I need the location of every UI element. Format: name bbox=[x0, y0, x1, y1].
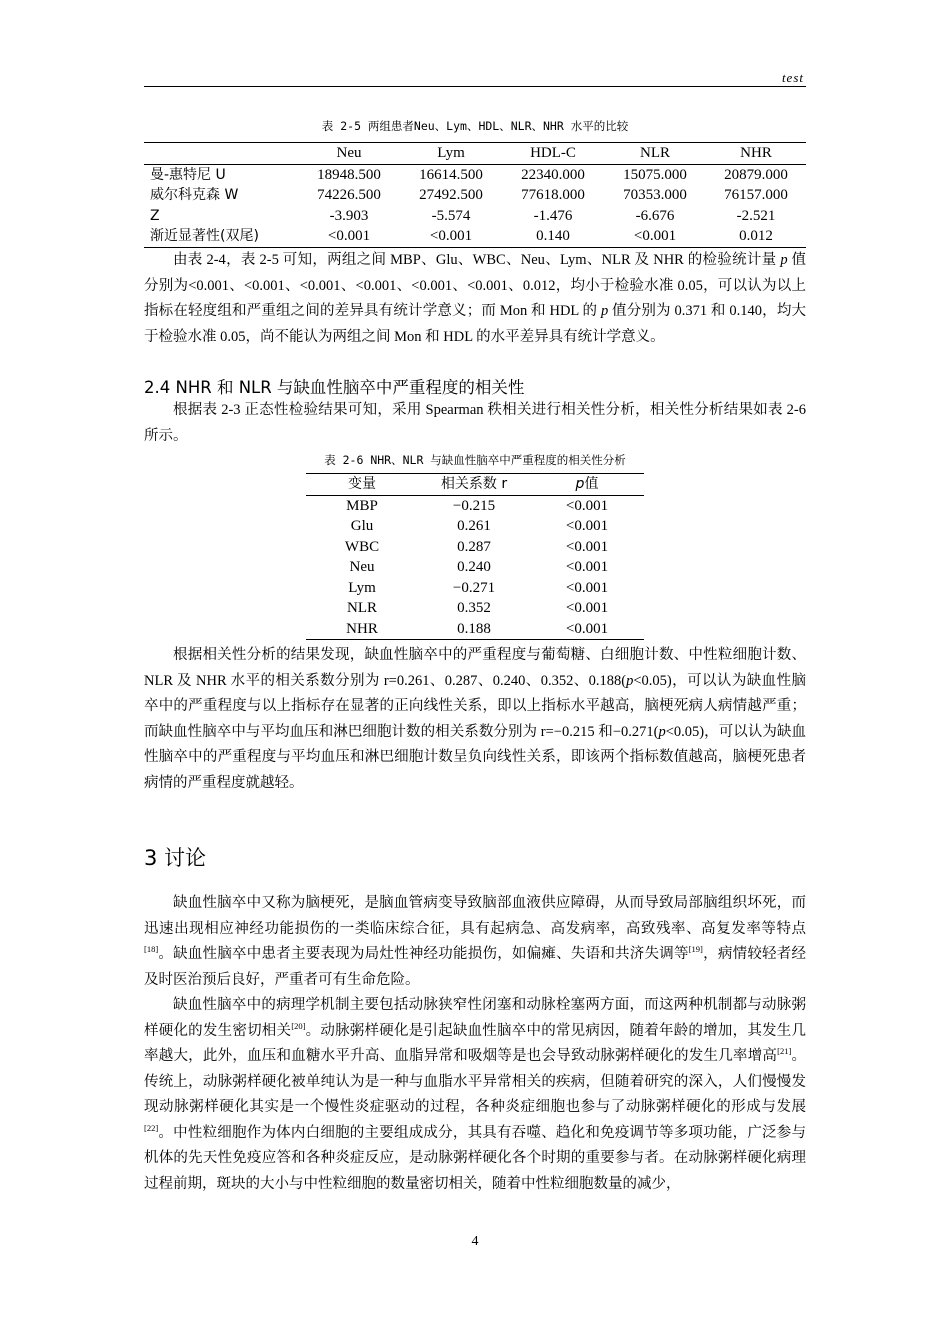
italic-p: p bbox=[780, 252, 788, 268]
table-cell: 16614.500 bbox=[419, 166, 483, 183]
table-cell: MBP bbox=[346, 497, 378, 514]
italic-p: p bbox=[575, 476, 585, 493]
table-row bbox=[306, 495, 644, 516]
table-2-6 bbox=[306, 473, 644, 640]
table-header-cell bbox=[530, 474, 644, 496]
text-run: <0.05)，可以认为缺血性脑卒中的严重程度与平均血压和淋巴细胞计数呈负向线性关系，即该两个指标数值越高，脑梗死患者病情的严重程度就越轻。 bbox=[144, 723, 806, 791]
table-2-5-caption: 表 2-5 两组患者Neu、Lym、HDL、NLR、NHR 水平的比较 bbox=[321, 119, 629, 133]
citation-ref: [19] bbox=[688, 944, 703, 955]
table-header-cell: 相关系数 r bbox=[418, 474, 530, 496]
table-cell: 74226.500 bbox=[317, 187, 381, 204]
table-cell: 18948.500 bbox=[317, 166, 381, 183]
citation-ref: [22] bbox=[144, 1122, 159, 1133]
table-cell: -5.574 bbox=[431, 207, 471, 224]
text-run: 。中性粒细胞作为体内白细胞的主要组成成分，其具有吞噬、趋化和免疫调节等多项功能，广泛参与机体的先天性免疫应答和各种炎症反应，是动脉粥样硬化各个时期的重要参与者。在动脉粥样硬化病理过程前期，斑块的大小与中性粒细胞的数量密切相关，随着中性粒细胞数量的减少， bbox=[144, 1124, 806, 1192]
table-cell: 0.287 bbox=[457, 538, 491, 555]
table-cell: −0.215 bbox=[452, 497, 496, 514]
table-2-5 bbox=[144, 142, 806, 248]
header-rule bbox=[144, 86, 806, 87]
citation-ref: [21] bbox=[777, 1046, 792, 1057]
table-cell: Glu bbox=[350, 518, 374, 535]
row-label: 威尔科克森 W bbox=[150, 187, 239, 204]
citation-ref: [18] bbox=[144, 944, 159, 955]
table-row bbox=[144, 185, 806, 206]
row-label: 渐近显著性(双尾) bbox=[150, 228, 259, 245]
table-header-cell bbox=[144, 143, 298, 165]
table-cell: 0.188 bbox=[457, 620, 491, 637]
results-paragraph-2 bbox=[144, 398, 806, 449]
results-paragraph-3 bbox=[144, 643, 806, 796]
section-heading-2-4: 2.4 NHR 和 NLR 与缺血性脑卒中严重程度的相关性 bbox=[144, 378, 525, 397]
table-cell: <0.001 bbox=[565, 559, 609, 576]
table-header-cell: 变量 bbox=[306, 474, 418, 496]
table-header-cell: Neu bbox=[298, 143, 400, 165]
text-run: 值分别为 0.371 和 0.140，均大于检验水准 0.05，尚不能认为两组之间 Mon 和 HDL 的水平差异具有统计学意义。 bbox=[144, 303, 806, 345]
table-row bbox=[144, 206, 806, 227]
table-row bbox=[306, 516, 644, 537]
table-cell: <0.001 bbox=[633, 228, 677, 245]
italic-p: p bbox=[600, 303, 609, 319]
table-cell: 76157.000 bbox=[724, 187, 788, 204]
section-heading-3: 3 讨论 bbox=[144, 846, 207, 870]
table-cell: NLR bbox=[347, 600, 377, 617]
results-paragraph-1 bbox=[144, 248, 806, 350]
text-run: 值 bbox=[584, 476, 599, 493]
table-cell: 27492.500 bbox=[419, 187, 483, 204]
text-run: 根据相关性分析的结果发现，缺血性脑卒中的严重程度与葡萄糖、白细胞计数、中性粒细胞计数、NLR 及 NHR 水平的相关系数分别为 r=0.261、0.287、0.240、0.352、0.188( bbox=[144, 647, 806, 689]
text-run: <0.05)，可以认为缺血性脑卒中的严重程度与以上指标存在显著的正向线性关系，即以上指标水平越高，脑梗死病人病情越严重；而缺血性脑卒中与平均血压和淋巴细胞计数的相关系数分别为 r=−0.215 和−0.271( bbox=[144, 672, 806, 740]
table-cell: 0.140 bbox=[536, 228, 570, 245]
table-header-cell: NLR bbox=[604, 143, 706, 165]
table-cell: 70353.000 bbox=[623, 187, 687, 204]
text-run: 。动脉粥样硬化是引起缺血性脑卒中的常见病因，随着年龄的增加，其发生几率越大，此外，血压和血糖水平升高、血脂异常和吸烟等是也会导致动脉粥样硬化的发生几率增高 bbox=[144, 1022, 806, 1064]
row-label: Z bbox=[150, 207, 160, 224]
table-cell: <0.001 bbox=[565, 497, 609, 514]
table-cell: 0.012 bbox=[739, 228, 773, 245]
italic-p: p bbox=[626, 672, 634, 689]
table-row bbox=[306, 578, 644, 599]
text-run: 。传统上，动脉粥样硬化被单纯认为是一种与血脂水平异常相关的疾病，但随着研究的深入，人们慢慢发现动脉粥样硬化其实是一个慢性炎症驱动的过程，各种炎症细胞也参与了动脉粥样硬化的形成与发展 bbox=[144, 1048, 807, 1115]
table-2-6-caption: 表 2-6 NHR、NLR 与缺血性脑卒中严重程度的相关性分析 bbox=[324, 453, 626, 467]
table-cell: 0.352 bbox=[457, 600, 491, 617]
table-cell: <0.001 bbox=[565, 579, 609, 596]
table-cell: WBC bbox=[344, 538, 380, 555]
running-header: test bbox=[781, 70, 804, 85]
table-cell: Neu bbox=[349, 559, 375, 576]
page-number: 4 bbox=[471, 1234, 479, 1249]
table-cell: 77618.000 bbox=[521, 187, 585, 204]
row-label: 曼-惠特尼 U bbox=[150, 166, 226, 183]
text-run: 由表 2-4，表 2-5 可知，两组之间 MBP、Glu、WBC、Neu、Lym、NLR 及 NHR 的检验统计量 bbox=[173, 252, 781, 268]
text-run: 缺血性脑卒中的病理学机制主要包括动脉狭窄性闭塞和动脉栓塞两方面，而这两种机制都与动脉粥样硬化的发生密切相关 bbox=[144, 997, 806, 1039]
table-row bbox=[306, 598, 644, 619]
table-cell: <0.001 bbox=[565, 600, 609, 617]
table-cell: Lym bbox=[348, 579, 376, 596]
table-row bbox=[144, 226, 806, 247]
table-cell: −0.271 bbox=[452, 579, 496, 596]
table-cell: <0.001 bbox=[429, 228, 473, 245]
table-cell: -2.521 bbox=[736, 207, 776, 224]
text-run: 。缺血性脑卒中患者主要表现为局灶性神经功能损伤，如偏瘫、失语和共济失调等 bbox=[158, 946, 689, 962]
text-run: 根据表 2-3 正态性检验结果可知，采用 Spearman 秩相关进行相关性分析，相关性分析结果如表 2-6 所示。 bbox=[144, 402, 806, 444]
table-cell: NHR bbox=[346, 620, 378, 637]
table-cell: 0.240 bbox=[457, 559, 491, 576]
italic-p: p bbox=[658, 723, 666, 740]
table-cell: 0.261 bbox=[457, 518, 491, 535]
table-row bbox=[306, 537, 644, 558]
table-header-cell: HDL-C bbox=[502, 143, 604, 165]
table-header-cell: Lym bbox=[400, 143, 502, 165]
table-cell: 20879.000 bbox=[724, 166, 788, 183]
table-cell: -6.676 bbox=[635, 207, 675, 224]
table-cell: -1.476 bbox=[533, 207, 573, 224]
table-cell: <0.001 bbox=[565, 538, 609, 555]
text-run: ，病情较轻者经及时医治预后良好，严重者可有生命危险。 bbox=[144, 946, 807, 988]
table-cell: 15075.000 bbox=[623, 166, 687, 183]
table-cell: <0.001 bbox=[327, 228, 371, 245]
discussion-paragraph-1 bbox=[144, 891, 806, 993]
table-cell: <0.001 bbox=[565, 518, 609, 535]
table-cell: 22340.000 bbox=[521, 166, 585, 183]
table-header-row bbox=[144, 143, 806, 165]
table-cell: -3.903 bbox=[329, 207, 369, 224]
table-header-cell: NHR bbox=[706, 143, 806, 165]
table-row bbox=[144, 164, 806, 185]
table-header-row bbox=[306, 474, 644, 496]
discussion-paragraph-2 bbox=[144, 993, 806, 1197]
text-run: 值分别为<0.001、<0.001、<0.001、<0.001、<0.001、<0.001、0.012，均小于检验水准 0.05，可以认为以上指标在轻度组和严重组之间的差异具有统计学意义；而 Mon 和 HDL 的 bbox=[144, 252, 807, 319]
table-row bbox=[306, 619, 644, 640]
text-run: 缺血性脑卒中又称为脑梗死，是脑血管病变导致脑部血液供应障碍，从而导致局部脑组织坏死，而迅速出现相应神经功能损伤的一类临床综合征，具有起病急、高发病率，高致残率、高复发率等特点 bbox=[144, 895, 806, 937]
table-cell: <0.001 bbox=[565, 620, 609, 637]
citation-ref: [20] bbox=[291, 1020, 306, 1031]
table-row bbox=[306, 557, 644, 578]
